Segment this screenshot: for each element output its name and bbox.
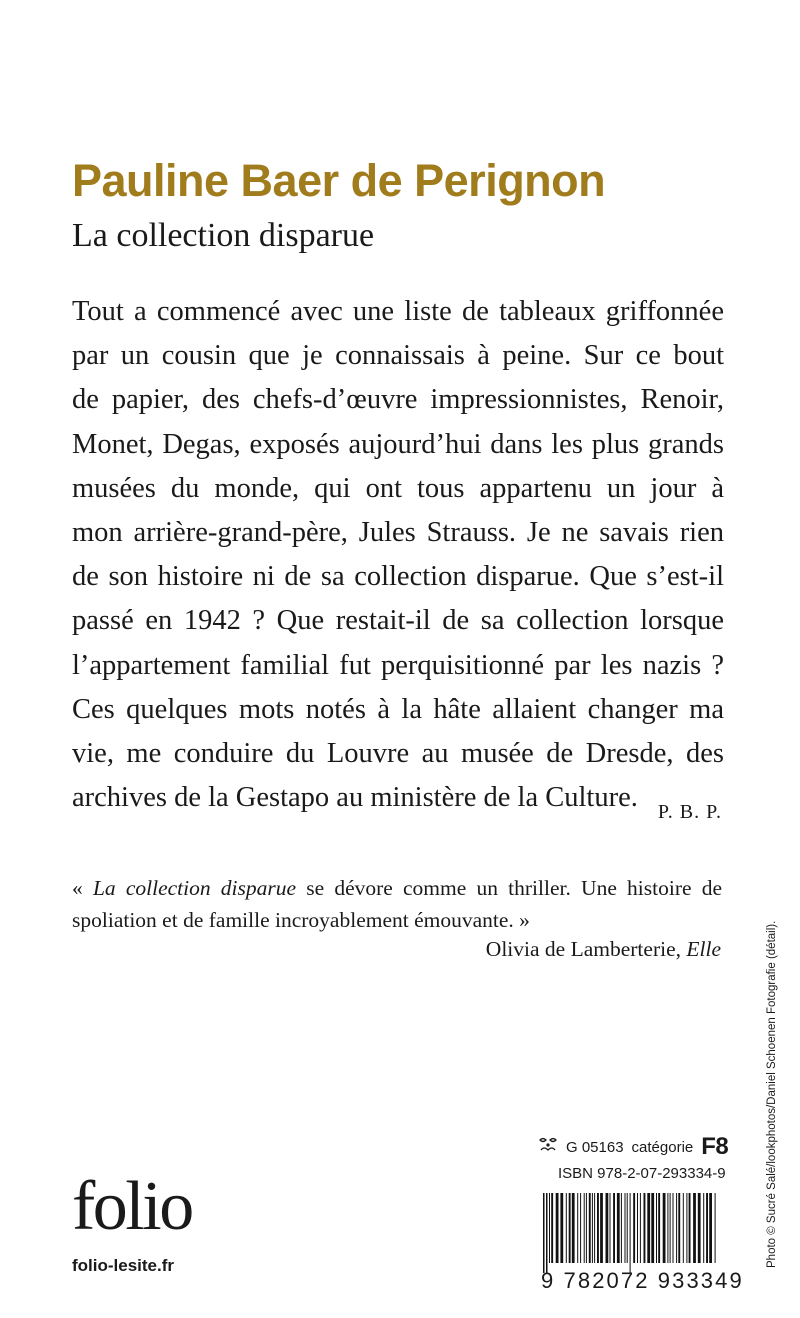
- barcode-bar: [600, 1193, 603, 1263]
- open-quote: «: [72, 876, 93, 900]
- folio-logo: folio: [72, 1168, 192, 1245]
- publisher-website: folio-lesite.fr: [72, 1256, 175, 1275]
- barcode-bar: [663, 1193, 666, 1263]
- author-name: Pauline Baer de Perignon: [72, 155, 606, 206]
- review-line-rest: se dévore comme un thriller. Une histoire de: [296, 876, 723, 900]
- barcode: [541, 1193, 723, 1273]
- blurb-line: l’appartement familial fut perquisitionné par les nazis ?: [72, 649, 724, 681]
- review-line: [72, 872, 722, 904]
- blurb-line: Monet, Degas, exposés aujourd’hui dans les plus grands: [72, 428, 724, 460]
- blurb-line: de papier, des chefs-d’œuvre impressionnistes, Renoir,: [72, 384, 724, 416]
- barcode-bar: [715, 1193, 716, 1263]
- blurb-line: musées du monde, qui ont tous appartenu un jour à: [72, 472, 724, 504]
- barcode-bar: [546, 1193, 548, 1273]
- blurb-line: archives de la Gestapo au ministère de la Culture.: [72, 782, 638, 814]
- barcode-bar: [549, 1193, 550, 1263]
- product-code: G 05163: [566, 1138, 624, 1156]
- barcode-bar: [621, 1193, 622, 1263]
- barcode-bar: [656, 1193, 657, 1263]
- barcode-bar: [566, 1193, 567, 1263]
- price-code-row: [538, 1133, 728, 1161]
- barcode-bar: [586, 1193, 587, 1263]
- barcode-bar: [676, 1193, 677, 1263]
- barcode-bar: [551, 1193, 553, 1263]
- barcode-bar: [703, 1193, 704, 1263]
- barcode-bar: [625, 1193, 626, 1263]
- barcode-bar: [670, 1193, 671, 1263]
- barcode-bar: [584, 1193, 585, 1263]
- barcode-bar: [683, 1193, 684, 1263]
- barcode-bar: [647, 1193, 650, 1263]
- barcode-bar: [689, 1193, 691, 1263]
- barcode-bar: [543, 1193, 545, 1273]
- barcode-bar: [580, 1193, 581, 1263]
- barcode-bar: [617, 1193, 620, 1263]
- category-label: catégorie: [631, 1138, 694, 1156]
- barcode-bar: [594, 1193, 595, 1263]
- ean-number: 9 782072 933349: [541, 1268, 744, 1293]
- author-initials: P. B. P.: [657, 801, 722, 823]
- blurb-line: par un cousin que je connaissais à peine. Sur ce bout: [72, 340, 724, 372]
- barcode-bar: [706, 1193, 708, 1263]
- review-quote: [72, 872, 722, 936]
- barcode-bar: [658, 1193, 660, 1263]
- barcode-bar: [678, 1193, 680, 1263]
- reviewer-name: Olivia de Lamberterie,: [485, 937, 687, 961]
- barcode-bar: [556, 1193, 559, 1263]
- barcode-bar: [667, 1193, 668, 1263]
- blurb-line: Tout a commencé avec une liste de tableaux griffonnée: [72, 296, 724, 327]
- book-title: La collection disparue: [72, 217, 375, 254]
- review-line: spoliation et de famille incroyablement émouvante. »: [72, 908, 530, 932]
- barcode-bar: [627, 1193, 628, 1263]
- barcode-bar: [613, 1193, 615, 1263]
- barcode-bar: [651, 1193, 654, 1263]
- category-code: F8: [701, 1133, 729, 1160]
- barcode-bar: [640, 1193, 641, 1263]
- barcode-bar: [589, 1193, 591, 1263]
- barcode-bar: [644, 1193, 646, 1263]
- folio-glyph-icon: [538, 1136, 558, 1158]
- barcode-bar: [572, 1193, 575, 1263]
- magazine-name: Elle: [686, 937, 721, 961]
- barcode-bar: [633, 1193, 635, 1263]
- barcode-bar: [597, 1193, 599, 1263]
- blurb-line: mon arrière-grand-père, Jules Strauss. Je ne savais rien: [72, 517, 724, 549]
- quoted-title: La collection disparue: [92, 876, 297, 900]
- barcode-bar: [606, 1193, 609, 1263]
- blurb-line: Ces quelques mots notés à la hâte allaient changer ma: [72, 693, 724, 725]
- barcode-bar: [709, 1193, 712, 1263]
- barcode-bar: [592, 1193, 593, 1263]
- photo-credit: Photo © Sucré Salé/lookphotos/Daniel Schoenen Fotografie (détail).: [766, 920, 778, 1268]
- barcode-bar: [673, 1193, 674, 1263]
- barcode-bar: [560, 1193, 563, 1263]
- barcode-bar: [698, 1193, 701, 1263]
- blurb-text: [72, 290, 724, 820]
- blurb-line: passé en 1942 ? Que restait-il de sa collection lorsque: [72, 605, 724, 637]
- barcode-bar: [637, 1193, 638, 1263]
- blurb-line: de son histoire ni de sa collection disparue. Que s’est-il: [72, 561, 724, 593]
- isbn: ISBN 978-2-07-293334-9: [558, 1165, 726, 1182]
- barcode-bar: [693, 1193, 696, 1263]
- review-source: [486, 937, 721, 962]
- barcode-bar: [569, 1193, 571, 1263]
- barcode-bar: [686, 1193, 687, 1263]
- barcode-bar: [577, 1193, 578, 1263]
- blurb-line: vie, me conduire du Louvre au musée de Dresde, des: [72, 738, 724, 770]
- barcode-bar: [610, 1193, 611, 1263]
- barcode-bar: [630, 1193, 631, 1273]
